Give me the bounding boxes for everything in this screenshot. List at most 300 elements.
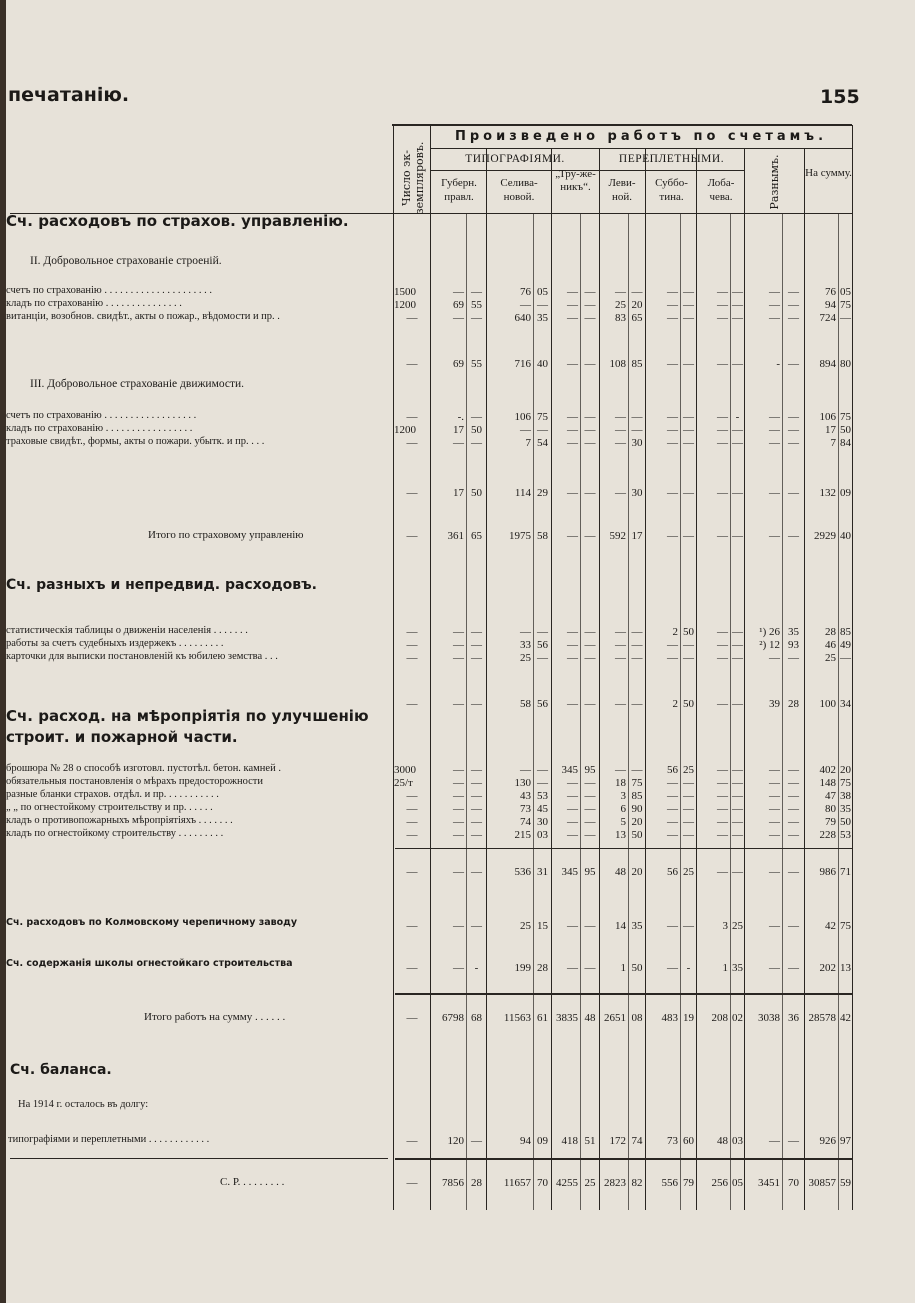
cell-rubles: -	[776, 358, 780, 370]
col-gubern-header: Губерн. правл.	[441, 177, 477, 203]
cell-rubles: 345	[561, 764, 578, 776]
cell-rubles: 28	[825, 626, 836, 638]
cell-kopecks: —	[584, 829, 596, 841]
section-title-kolmovo: Сч. расходовъ по Колмовскому черепичному заводу	[6, 917, 298, 928]
cell-rubles: —	[667, 790, 678, 802]
cell-kopecks: —	[631, 411, 643, 423]
cell-count: 1200	[394, 299, 416, 311]
cell-kopecks: 29	[537, 487, 548, 499]
cell-kopecks: —	[631, 286, 643, 298]
cell-rubles: —	[615, 437, 626, 449]
cell-rubles: —	[667, 530, 678, 542]
cell-rubles: —	[567, 299, 578, 311]
cell-rubles: 25	[615, 299, 626, 311]
cell-kopecks: —	[584, 312, 596, 324]
cell-rubles: 73	[667, 1135, 678, 1147]
cell-rubles: —	[667, 816, 678, 828]
cell-count: —	[406, 698, 418, 710]
cell-kopecks: 20	[631, 816, 643, 828]
cell-rubles: 17	[453, 487, 464, 499]
cell-rubles: —	[667, 358, 678, 370]
cell-count: —	[406, 358, 418, 370]
cell-kopecks: 08	[631, 1012, 643, 1024]
cell-rubles: —	[667, 920, 678, 932]
cell-kopecks: —	[840, 652, 851, 664]
cell-rubles: 106	[819, 411, 836, 423]
cell-rubles: —	[769, 790, 780, 802]
cell-count: 25/т	[394, 777, 413, 789]
section-title-balance: Сч. баланса.	[10, 1062, 112, 1078]
cell-rubles: 18	[615, 777, 626, 789]
cell-kopecks: —	[631, 639, 643, 651]
cell-rubles: —	[717, 803, 728, 815]
cell-kopecks: —	[732, 424, 743, 436]
cell-rubles: 48	[615, 866, 626, 878]
cell-kopecks: 50	[471, 487, 482, 499]
cell-rubles: —	[769, 803, 780, 815]
cell-kopecks: 02	[732, 1012, 743, 1024]
cell-kopecks: 85	[840, 626, 851, 638]
cell-kopecks: —	[840, 312, 851, 324]
cell-rubles: 33	[520, 639, 531, 651]
cell-rubles: 46	[825, 639, 836, 651]
cell-rubles: 202	[819, 962, 836, 974]
cell-rubles: —	[667, 829, 678, 841]
col-truzhenik-header: „Тру-же-никъ“.	[555, 168, 596, 193]
cell-rubles: —	[717, 530, 728, 542]
cell-kopecks: 54	[537, 437, 548, 449]
cell-rubles: —	[667, 411, 678, 423]
cell-count: —	[406, 1135, 418, 1147]
cell-rubles: —	[453, 652, 464, 664]
cell-rubles: 172	[609, 1135, 626, 1147]
cell-kopecks: —	[732, 816, 743, 828]
cell-rubles: —	[667, 639, 678, 651]
cell-rubles: 3038	[758, 1012, 780, 1024]
cell-count: —	[406, 816, 418, 828]
cell-rubles: —	[453, 816, 464, 828]
cell-count: —	[406, 487, 418, 499]
cell-kopecks: 20	[631, 866, 643, 878]
cell-count: —	[406, 1012, 418, 1024]
cell-rubles: 100	[819, 698, 836, 710]
cell-kopecks: 28	[537, 962, 548, 974]
cell-rubles: —	[615, 698, 626, 710]
cell-kopecks: 17	[631, 530, 643, 542]
cell-rubles: 986	[819, 866, 836, 878]
cell-kopecks: —	[683, 777, 694, 789]
cell-kopecks: —	[631, 626, 643, 638]
cell-rubles: 926	[819, 1135, 836, 1147]
cell-kopecks: 30	[631, 437, 643, 449]
grand-total-rule	[395, 993, 852, 995]
cell-kopecks: —	[631, 424, 643, 436]
cell-kopecks: —	[683, 920, 694, 932]
cell-rubles: 5	[620, 816, 626, 828]
cell-rubles: —	[453, 803, 464, 815]
cell-rubles: —	[567, 652, 578, 664]
row-label: кладъ о противопожарныхъ мѣропріятіяхъ . . . . . . .	[6, 815, 233, 826]
cell-kopecks: —	[471, 437, 482, 449]
cell-kopecks: 50	[840, 424, 851, 436]
cell-kopecks: -	[686, 962, 691, 974]
cell-rubles: 215	[514, 829, 531, 841]
cell-kopecks: —	[732, 639, 743, 651]
row-label: карточки для выписки постановленій къ юбилею земства . . .	[6, 651, 278, 662]
cell-kopecks: 70	[537, 1177, 548, 1189]
cell-kopecks: 80	[840, 358, 851, 370]
subtotal-rule	[395, 848, 852, 849]
cell-kopecks: —	[683, 803, 694, 815]
cell-rubles: —	[567, 698, 578, 710]
cell-kopecks: 25	[683, 764, 694, 776]
cell-rubles: 3	[722, 920, 728, 932]
cell-kopecks: —	[471, 652, 482, 664]
cell-kopecks: 28	[471, 1177, 482, 1189]
cell-kopecks: 34	[840, 698, 851, 710]
cell-kopecks: —	[683, 639, 694, 651]
cell-kopecks: —	[683, 358, 694, 370]
cell-kopecks: 95	[584, 866, 596, 878]
cell-rubles: —	[567, 777, 578, 789]
cell-rubles: —	[769, 652, 780, 664]
cell-rubles: —	[520, 764, 531, 776]
cell-kopecks: —	[471, 790, 482, 802]
cell-rubles: —	[615, 487, 626, 499]
cell-count: —	[406, 411, 418, 423]
cell-rubles: —	[667, 487, 678, 499]
cell-kopecks: —	[683, 816, 694, 828]
cell-kopecks: —	[683, 299, 694, 311]
cell-kopecks: —	[537, 424, 548, 436]
cell-rubles: 3	[620, 790, 626, 802]
cell-kopecks: —	[788, 487, 799, 499]
cell-rubles: 592	[609, 530, 626, 542]
cell-rubles: 39	[769, 698, 780, 710]
cell-rubles: —	[717, 312, 728, 324]
cell-rubles: —	[717, 764, 728, 776]
cell-rubles: —	[567, 437, 578, 449]
column-rule	[852, 125, 853, 1210]
cell-rubles: 56	[667, 866, 678, 878]
cell-rubles: 74	[520, 816, 531, 828]
cell-rubles: 69	[453, 299, 464, 311]
cell-kopecks: —	[788, 312, 799, 324]
cell-kopecks: —	[788, 286, 799, 298]
cell-kopecks: 53	[840, 829, 851, 841]
cell-kopecks: 25	[732, 920, 743, 932]
cell-kopecks: —	[584, 698, 596, 710]
cell-count: —	[406, 962, 418, 974]
cell-kopecks: 68	[471, 1012, 482, 1024]
cell-kopecks: —	[732, 286, 743, 298]
cell-rubles: —	[717, 866, 728, 878]
cell-rubles: 556	[661, 1177, 678, 1189]
cell-rubles: -.	[457, 411, 464, 423]
cell-rubles: 640	[514, 312, 531, 324]
cell-rubles: —	[453, 829, 464, 841]
cell-kopecks: 95	[584, 764, 596, 776]
cell-rubles: 536	[514, 866, 531, 878]
cell-kopecks: —	[471, 866, 482, 878]
cell-rubles: 256	[711, 1177, 728, 1189]
cell-kopecks: 90	[631, 803, 643, 815]
cell-kopecks: —	[788, 829, 799, 841]
typography-header: ТИПОГРАФІЯМИ.	[465, 153, 565, 165]
cell-rubles: 894	[819, 358, 836, 370]
cell-rubles: 2	[672, 626, 678, 638]
cell-kopecks: —	[584, 639, 596, 651]
cell-kopecks: 30	[631, 487, 643, 499]
cell-rubles: —	[769, 816, 780, 828]
cell-rubles: —	[615, 626, 626, 638]
cell-rubles: —	[769, 286, 780, 298]
cell-kopecks: —	[631, 764, 643, 776]
cell-kopecks: 40	[840, 530, 851, 542]
cell-kopecks: 75	[840, 411, 851, 423]
cell-kopecks: 50	[471, 424, 482, 436]
cell-kopecks: —	[584, 299, 596, 311]
cell-kopecks: —	[683, 437, 694, 449]
cell-kopecks: —	[788, 920, 799, 932]
cell-kopecks: 05	[732, 1177, 743, 1189]
row-label: работы за счетъ судебныхъ издержекъ . . . . . . . . .	[6, 638, 224, 649]
cell-rubles: 1975	[509, 530, 531, 542]
cell-kopecks: 93	[788, 639, 799, 651]
cell-count: —	[406, 312, 418, 324]
cell-kopecks: 50	[840, 816, 851, 828]
cell-rubles: 25	[520, 920, 531, 932]
cell-rubles: —	[717, 424, 728, 436]
cell-rubles: 2	[672, 698, 678, 710]
cell-kopecks: —	[788, 424, 799, 436]
cell-rubles: 25	[825, 652, 836, 664]
cell-kopecks: —	[584, 816, 596, 828]
cell-rubles: —	[717, 816, 728, 828]
col-levina-header: Леви-ной.	[608, 177, 636, 203]
cell-kopecks: —	[732, 803, 743, 815]
cell-kopecks: 75	[840, 777, 851, 789]
cell-kopecks: 25	[584, 1177, 596, 1189]
cell-kopecks: —	[732, 312, 743, 324]
section-title-insurance: Сч. расходовъ по страхов. управленію.	[6, 212, 349, 230]
cell-kopecks: —	[788, 299, 799, 311]
cell-kopecks: 13	[840, 962, 851, 974]
cell-rubles: 43	[520, 790, 531, 802]
cell-rubles: —	[717, 286, 728, 298]
cell-kopecks: —	[683, 530, 694, 542]
cell-kopecks: —	[683, 652, 694, 664]
cell-rubles: 2929	[814, 530, 836, 542]
cell-kopecks: 65	[471, 530, 482, 542]
cell-rubles: —	[567, 829, 578, 841]
cell-rubles: —	[567, 411, 578, 423]
cell-kopecks: —	[584, 358, 596, 370]
cell-rubles: —	[567, 639, 578, 651]
cell-rubles: —	[567, 816, 578, 828]
row-label: счетъ по страхованію . . . . . . . . . . . . . . . . . .	[6, 410, 197, 421]
row-label: счетъ по страхованію . . . . . . . . . . . . . . . . . . . . .	[6, 285, 213, 296]
cell-count: 1200	[394, 424, 416, 436]
cell-rubles: —	[769, 962, 780, 974]
cell-kopecks: 50	[631, 829, 643, 841]
cell-kopecks: —	[683, 286, 694, 298]
cell-kopecks: 35	[732, 962, 743, 974]
cell-rubles: ¹) 26	[759, 626, 780, 638]
cell-kopecks: —	[471, 312, 482, 324]
cell-rubles: 94	[520, 1135, 531, 1147]
cell-rubles: —	[453, 866, 464, 878]
row-label: траховые свидѣт., формы, акты о пожари. убытк. и пр. . . .	[6, 436, 265, 447]
cell-kopecks: —	[732, 358, 743, 370]
cell-rubles: 106	[514, 411, 531, 423]
cell-rubles: —	[769, 777, 780, 789]
row-label: статистическія таблицы о движеніи населенія . . . . . . .	[6, 625, 248, 636]
cell-kopecks: 19	[683, 1012, 694, 1024]
cell-kopecks: —	[471, 920, 482, 932]
cell-kopecks: 75	[840, 299, 851, 311]
cell-rubles: —	[717, 790, 728, 802]
cell-kopecks: 49	[840, 639, 851, 651]
cell-kopecks: —	[471, 698, 482, 710]
cell-kopecks: 51	[584, 1135, 596, 1147]
cell-kopecks: —	[683, 312, 694, 324]
cell-rubles: —	[717, 299, 728, 311]
cell-rubles: 148	[819, 777, 836, 789]
section-title-school: Сч. содержанія школы огнестойкаго строительства	[6, 958, 293, 969]
cell-kopecks: —	[732, 829, 743, 841]
cell-kopecks: —	[471, 626, 482, 638]
row-label: кладъ по страхованію . . . . . . . . . . . . . . .	[6, 298, 182, 309]
cell-kopecks: 56	[537, 698, 548, 710]
cell-kopecks: 25	[683, 866, 694, 878]
cell-kopecks: 65	[631, 312, 643, 324]
cell-kopecks: —	[471, 286, 482, 298]
cell-kopecks: 97	[840, 1135, 851, 1147]
cell-rubles: —	[667, 286, 678, 298]
cell-kopecks: —	[788, 803, 799, 815]
cell-kopecks: 35	[631, 920, 643, 932]
cell-kopecks: —	[584, 790, 596, 802]
cell-kopecks: —	[683, 411, 694, 423]
cell-kopecks: —	[683, 487, 694, 499]
cell-rubles: —	[769, 312, 780, 324]
cell-rubles: 80	[825, 803, 836, 815]
cell-rubles: —	[520, 626, 531, 638]
cell-kopecks: 05	[840, 286, 851, 298]
cell-rubles: —	[717, 487, 728, 499]
row-label: типографіями и переплетными . . . . . . . . . . . .	[8, 1134, 210, 1145]
cell-rubles: 724	[819, 312, 836, 324]
cell-rubles: 199	[514, 962, 531, 974]
main-column-header: Произведено работъ по счетамъ.	[454, 129, 828, 144]
cell-kopecks: —	[584, 424, 596, 436]
cell-kopecks: 48	[584, 1012, 596, 1024]
cell-rubles: —	[615, 424, 626, 436]
row-label: С. Р. . . . . . . . .	[220, 1176, 285, 1188]
cell-kopecks: 09	[537, 1135, 548, 1147]
cell-count: —	[406, 639, 418, 651]
cell-rubles: —	[769, 530, 780, 542]
cell-kopecks: —	[471, 777, 482, 789]
cell-kopecks: 85	[631, 790, 643, 802]
cell-kopecks: 35	[537, 312, 548, 324]
cell-kopecks: —	[788, 777, 799, 789]
cell-kopecks: 61	[537, 1012, 548, 1024]
cell-rubles: —	[453, 764, 464, 776]
cell-rubles: 58	[520, 698, 531, 710]
cell-count: 1500	[394, 286, 416, 298]
cell-rubles: 7	[830, 437, 836, 449]
cell-rubles: 402	[819, 764, 836, 776]
cell-rubles: 3835	[556, 1012, 578, 1024]
cell-rubles: 94	[825, 299, 836, 311]
cell-rubles: 17	[825, 424, 836, 436]
cell-rubles: —	[717, 829, 728, 841]
cell-rubles: 83	[615, 312, 626, 324]
cell-kopecks: —	[584, 652, 596, 664]
cell-rubles: —	[769, 866, 780, 878]
cell-kopecks: 03	[732, 1135, 743, 1147]
row-label: разные бланки страхов. отдѣл. и пр. . . . . . . . . . .	[6, 789, 219, 800]
cell-count: —	[406, 652, 418, 664]
cell-kopecks: —	[788, 411, 799, 423]
cell-rubles: 483	[661, 1012, 678, 1024]
cell-count: —	[406, 790, 418, 802]
cell-rubles: —	[567, 626, 578, 638]
cell-kopecks: 60	[683, 1135, 694, 1147]
cell-kopecks: 84	[840, 437, 851, 449]
cell-rubles: 69	[453, 358, 464, 370]
cell-kopecks: —	[788, 866, 799, 878]
cell-rubles: 7856	[442, 1177, 464, 1189]
cell-kopecks: 82	[631, 1177, 643, 1189]
cell-count: 3000	[394, 764, 416, 776]
cell-kopecks: —	[631, 698, 643, 710]
cell-rubles: 79	[825, 816, 836, 828]
cell-kopecks: —	[732, 626, 743, 638]
cell-rubles: 47	[825, 790, 836, 802]
row-label: „ „ по огнестойкому строительству и пр. . . . . .	[6, 802, 213, 813]
cell-rubles: —	[520, 424, 531, 436]
cell-kopecks: —	[788, 530, 799, 542]
row-label: Итого по страховому управленію	[148, 529, 304, 541]
cell-kopecks: —	[584, 777, 596, 789]
cell-kopecks: 58	[537, 530, 548, 542]
cell-kopecks: -	[474, 962, 479, 974]
cell-rubles: 3451	[758, 1177, 780, 1189]
cell-kopecks: 35	[788, 626, 799, 638]
cell-count: —	[406, 803, 418, 815]
cell-kopecks: 30	[537, 816, 548, 828]
cell-rubles: —	[453, 790, 464, 802]
cell-kopecks: 55	[471, 358, 482, 370]
cell-kopecks: —	[471, 639, 482, 651]
cell-rubles: —	[567, 920, 578, 932]
cell-kopecks: 75	[537, 411, 548, 423]
col-sum-header: На сумму.	[805, 167, 852, 179]
cell-rubles: —	[717, 626, 728, 638]
cell-rubles: —	[769, 424, 780, 436]
cell-kopecks: —	[471, 829, 482, 841]
cell-rubles: —	[717, 411, 728, 423]
cell-kopecks: —	[683, 790, 694, 802]
cell-rubles: —	[453, 962, 464, 974]
cell-rubles: 6	[620, 803, 626, 815]
cell-rubles: —	[453, 286, 464, 298]
cell-rubles: —	[567, 312, 578, 324]
cell-rubles: 28578	[808, 1012, 836, 1024]
